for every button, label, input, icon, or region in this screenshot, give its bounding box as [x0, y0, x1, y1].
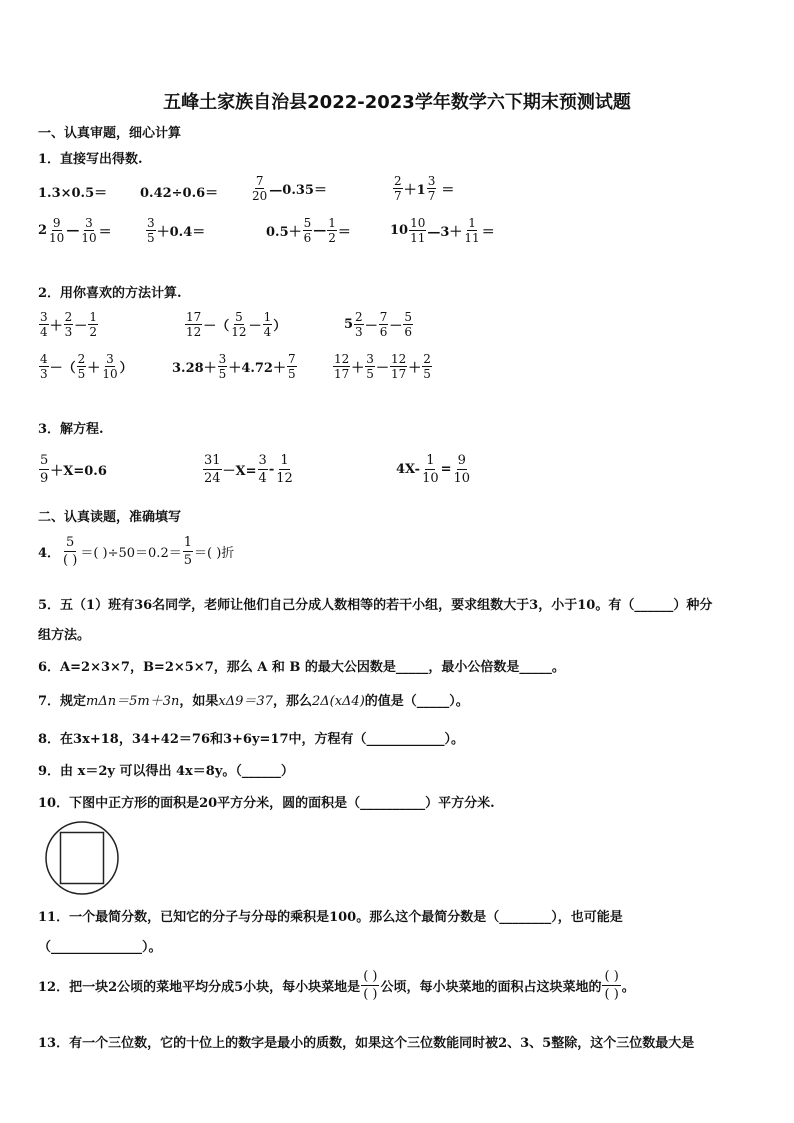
question-3-label: 3．解方程.	[38, 422, 104, 437]
q2-expr-4: $\frac{4}{3}$ －（ $\frac{2}{5}$ ＋ $\frac{3}{10}$ ）	[40, 352, 133, 381]
q1-expr-2: 0.42÷0.6＝	[140, 186, 219, 201]
question-6: 6．A=2×3×7，B=2×5×7，那么 A 和 B 的最大公因数是_____，最小公倍数是_____。	[38, 660, 565, 675]
q1-expr-8: 10 $\frac{10}{11}$ —3＋ $\frac{1}{11}$ ＝	[390, 216, 495, 245]
q2-expr-1: $\frac{3}{4}$ ＋ $\frac{2}{3}$ － $\frac{1}{2}$	[40, 310, 97, 339]
q1-expr-4: $\frac{2}{7}$ ＋1 $\frac{3}{7}$ ＝	[394, 174, 455, 203]
section-2-heading: 二、认真读题，准确填写	[38, 510, 182, 525]
question-9: 9．由 x＝2y 可以得出 4x＝8y。（______）	[38, 764, 294, 779]
q2-expr-3: 5 $\frac{2}{3}$ － $\frac{7}{6}$ － $\frac{5}{6}$	[344, 310, 412, 339]
circle-square-figure	[44, 820, 128, 896]
question-2-label: 2．用你喜欢的方法计算.	[38, 286, 182, 301]
q3-equation-2: $\frac{31}{24}$ －X= $\frac{3}{4}$ - $\frac{1}{12}$	[204, 453, 293, 486]
q1-expr-1: 1.3×0.5＝	[38, 186, 108, 201]
q1-expr-3: $\frac{7}{20}$ —0.35＝	[252, 174, 327, 203]
question-13: 13．有一个三位数，它的十位上的数字是最小的质数，如果这个三位数能同时被2、3、5整除，这个三位数最大是	[38, 1036, 695, 1051]
q2-expr-5: 3.28＋ $\frac{3}{5}$ ＋4.72＋ $\frac{7}{5}$	[172, 352, 296, 381]
question-5-line-2: 组方法。	[38, 628, 91, 643]
question-8: 8．在3x+18，34+42＝76和3+6y=17中，方程有（____________）。	[38, 732, 465, 747]
q1-expr-6: $\frac{3}{5}$ ＋0.4＝	[147, 216, 206, 245]
question-4: 4． $\frac{5}{( )}$ ＝( )÷50＝0.2＝ $\frac{1}{5}$ ＝( )折	[38, 535, 235, 568]
page-title: 五峰土家族自治县2022-2023学年数学六下期末预测试题	[163, 92, 631, 113]
question-11-line-1: 11．一个最简分数，已知它的分子与分母的乘积是100。那么这个最简分数是（________），也可能是	[38, 910, 623, 925]
q3-equation-3: 4X- $\frac{1}{10}$ = $\frac{9}{10}$	[396, 453, 471, 486]
square-shape	[61, 833, 104, 884]
question-7: 7．规定mΔn＝5m＋3n，如果xΔ9＝37，那么2Δ(xΔ4)的值是（_____）。	[38, 694, 469, 709]
question-5-line-1: 5．五（1）班有36名同学，老师让他们自己分成人数相等的若干小组，要求组数大于3，小于10。有（______）种分	[38, 598, 713, 613]
question-11-line-2: （______________）。	[38, 940, 162, 955]
q1-expr-7: 0.5＋ $\frac{5}{6}$ — $\frac{1}{2}$ ＝	[266, 216, 351, 245]
section-1-heading: 一、认真审题，细心计算	[38, 126, 182, 141]
q3-equation-1: $\frac{5}{9}$ ＋X=0.6	[40, 453, 107, 486]
question-10: 10．下图中正方形的面积是20平方分米，圆的面积是（__________）平方分米.	[38, 796, 495, 811]
question-1-label: 1．直接写出得数.	[38, 152, 143, 167]
question-12: 12．把一块2公顷的菜地平均分成5小块，每小块菜地是 $\frac{( )}{( )}$ 公顷，每小块菜地的面积占这块菜地的 $\frac{( )}{( )}$ 。	[38, 969, 635, 1002]
q2-expr-2: $\frac{17}{12}$ －（ $\frac{5}{12}$ － $\frac{1}{4}$ ）	[186, 310, 287, 339]
q2-expr-6: $\frac{12}{17}$ ＋ $\frac{3}{5}$ － $\frac{12}{17}$ ＋ $\frac{2}{5}$	[334, 352, 431, 381]
q1-expr-5: 2 $\frac{9}{10}$ — $\frac{3}{10}$ ＝	[38, 216, 112, 245]
